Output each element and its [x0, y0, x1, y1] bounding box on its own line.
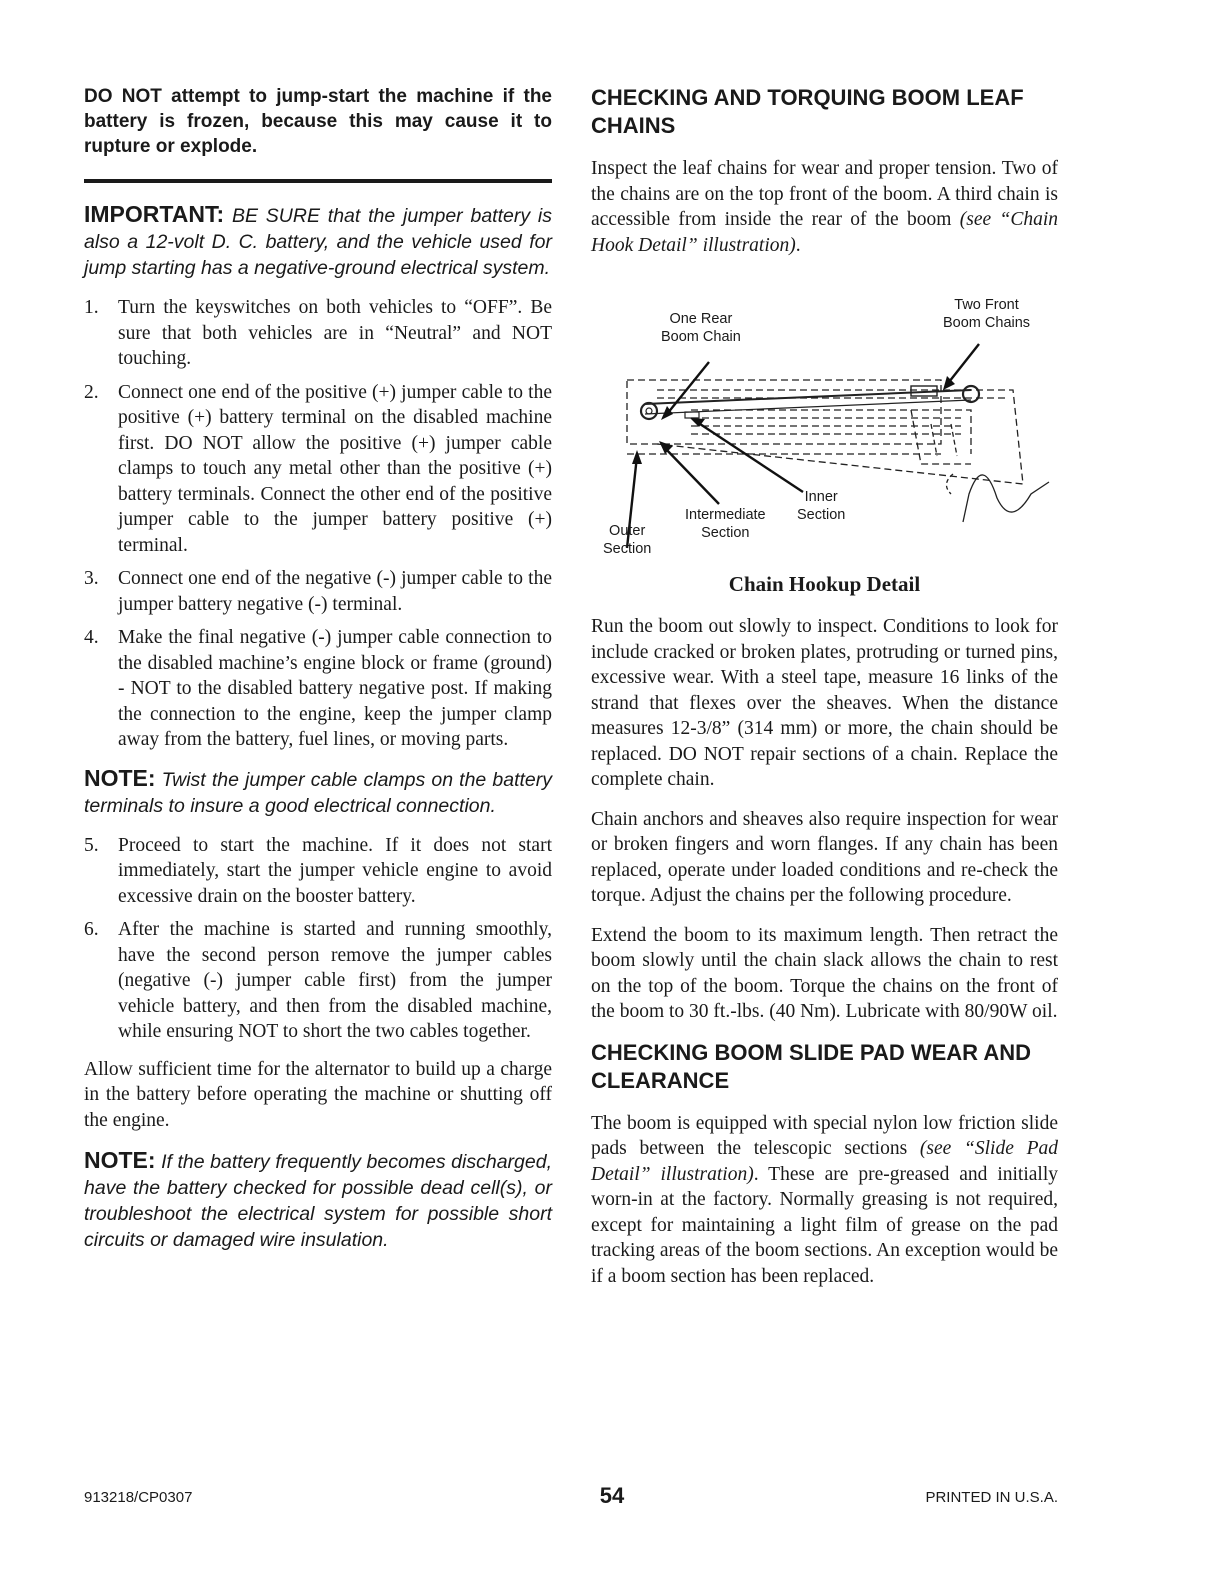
label-inner-section — [797, 488, 845, 524]
illustration-reference: (see “Slide Pad Detail” illustration) — [591, 1138, 1058, 1185]
label-outer-section — [603, 522, 651, 558]
intro-end: . — [795, 234, 801, 256]
step-number: 6. — [84, 919, 99, 940]
list-item — [84, 917, 552, 1045]
label-line: Two Front — [954, 297, 1019, 313]
step-text: Proceed to start the machine. If it does not start immediately, start the jumper vehicle engine to avoid excessive drain on the booster battery. — [118, 834, 552, 907]
label-line: Intermediate — [685, 507, 766, 523]
list-item — [84, 833, 552, 910]
right-column — [591, 84, 1058, 1303]
step-text: Turn the keyswitches on both vehicles to “OFF”. Be sure that both vehicles are in “Neutral” and NOT touching. — [118, 297, 552, 369]
note-discharge — [84, 1147, 552, 1253]
step-number: 5. — [84, 834, 99, 856]
label-line: One Rear — [669, 311, 733, 327]
torque-paragraph: Extend the boom to its maximum length. Then retract the boom slowly until the chain slack allows the chain to rest on the top of the boom. Torque the chains on the front of the boom to 30 ft.-lbs. (40 Nm). Lubricate with 80/90W oil. — [591, 924, 1058, 1022]
section-divider — [84, 179, 552, 183]
label-line: Inner — [804, 489, 838, 505]
rear-sheave — [641, 403, 657, 419]
label-line: Section — [797, 507, 846, 523]
list-item — [84, 295, 552, 372]
intro-text: Inspect the leaf chains for wear and proper tension. Two of the chains are on the top front of the boom. A third chain is accessible from inside the rear of the boom — [591, 158, 1058, 230]
step-number: 1. — [84, 297, 99, 318]
note-label: NOTE: — [84, 1147, 156, 1173]
important-label: IMPORTANT: — [84, 201, 225, 227]
step-number: 3. — [84, 568, 99, 589]
step-number: 4. — [84, 627, 99, 648]
note-text: If the battery frequently becomes discharged, have the battery checked for possible dead cell(s), or troubleshoot the electrical system for possible short circuits or damaged wire insulation. — [84, 1151, 552, 1251]
label-line: Section — [701, 525, 750, 541]
label-line: Section — [603, 541, 652, 557]
document-number: 913218/CP0307 — [84, 1489, 193, 1506]
leaf-chains-intro — [591, 156, 1058, 258]
note-text: Twist the jumper cable clamps on the battery terminals to insure a good electrical connection. — [84, 768, 552, 817]
list-item — [84, 380, 552, 559]
slide-pad-text-end: . These are pre-greased and initially worn-in at the factory. Normally greasing is not required, except for maintaining a light film of grease on the pad tracking areas of the boom sections. An exception would be if a boom section has been replaced. — [591, 1163, 1058, 1287]
anchors-paragraph: Chain anchors and sheaves also require inspection for wear or broken fingers and worn flanges. If any chain has been replaced, operate under loaded conditions and re-check the torque. Adjust the chains per the following procedure. — [591, 808, 1058, 906]
label-line: Boom Chains — [943, 315, 1031, 331]
step-text: Make the final negative (-) jumper cable connection to the disabled machine’s engine block or frame (ground) - NOT to the disabled battery negative post. If making the connection to the engine, keep the jumper clamp away from the battery, fuel lines, or moving parts. — [118, 627, 552, 750]
important-text: BE SURE that the jumper battery is also a 12-volt D. C. battery, and the vehicle used for jump starting has a negative-ground electrical system. — [84, 205, 552, 279]
step-text: Connect one end of the negative (-) jumper cable to the jumper battery negative (-) terminal. — [118, 568, 552, 615]
illustration-reference: (see “Chain Hook Detail” illustration) — [591, 209, 1058, 256]
chain-hookup-figure — [591, 294, 1058, 600]
step-number: 2. — [84, 381, 99, 403]
page-number: 54 — [599, 1483, 625, 1508]
slide-pad-heading: CHECKING BOOM SLIDE PAD WEAR AND CLEARANCE — [591, 1039, 1031, 1093]
label-intermediate-section — [685, 506, 766, 542]
step-text: Connect one end of the positive (+) jumper cable to the positive (+) battery terminal on the disabled machine first. DO NOT allow the positive (+) jumper cable clamps to touch any metal other than the positive (+) battery terminals. Connect the other end of the positive jumper cable to the jumper battery positive (+) terminal. — [118, 381, 552, 556]
printed-notice: PRINTED IN U.S.A. — [925, 1489, 1058, 1506]
leaf-chains-heading: CHECKING AND TORQUING BOOM LEAF CHAINS — [591, 85, 1024, 138]
label-rear-chain — [661, 310, 741, 346]
jump-start-steps-1-4 — [84, 295, 552, 753]
list-item — [84, 566, 552, 617]
figure-caption: Chain Hookup Detail — [728, 572, 921, 596]
intermediate-section-outline — [657, 390, 1023, 484]
slide-pad-paragraph — [591, 1111, 1058, 1290]
inner-section-outline — [691, 410, 971, 454]
note-label: NOTE: — [84, 764, 156, 791]
frozen-battery-warning: DO NOT attempt to jump-start the machine if the battery is frozen, because this may cause it to rupture or explode. — [84, 86, 552, 157]
front-sheave — [963, 386, 979, 402]
important-callout — [84, 201, 552, 281]
left-column — [84, 84, 552, 1267]
jump-start-steps-5-6 — [84, 833, 552, 1045]
label-front-chains — [943, 296, 1030, 332]
label-line: Boom Chain — [661, 329, 741, 345]
label-line: Outer — [609, 523, 646, 539]
inspection-paragraph: Run the boom out slowly to inspect. Conditions to look for include cracked or broken plates, protruding or turned pins, excessive wear. With a steel tape, measure 16 links of the strand that flexes over the sheaves. When the distance measures 12-3/8” (314 mm) or more, the chain should be replaced. DO NOT repair sections of a chain. Replace the complete chain. — [591, 616, 1058, 790]
list-item — [84, 625, 552, 753]
step-text: After the machine is started and running smoothly, have the second person remove the jumper cables (negative (-) jumper cable first) from the jumper vehicle battery, and then from the disabled machine, while ensuring NOT to short the two cables together. — [118, 919, 552, 1042]
alternator-paragraph: Allow sufficient time for the alternator to build up a charge in the battery before operating the machine or shutting off the engine. — [84, 1058, 552, 1131]
note-clamps — [84, 765, 552, 819]
slide-pad-text: The boom is equipped with special nylon low friction slide pads between the telescopic sections — [591, 1112, 1058, 1159]
